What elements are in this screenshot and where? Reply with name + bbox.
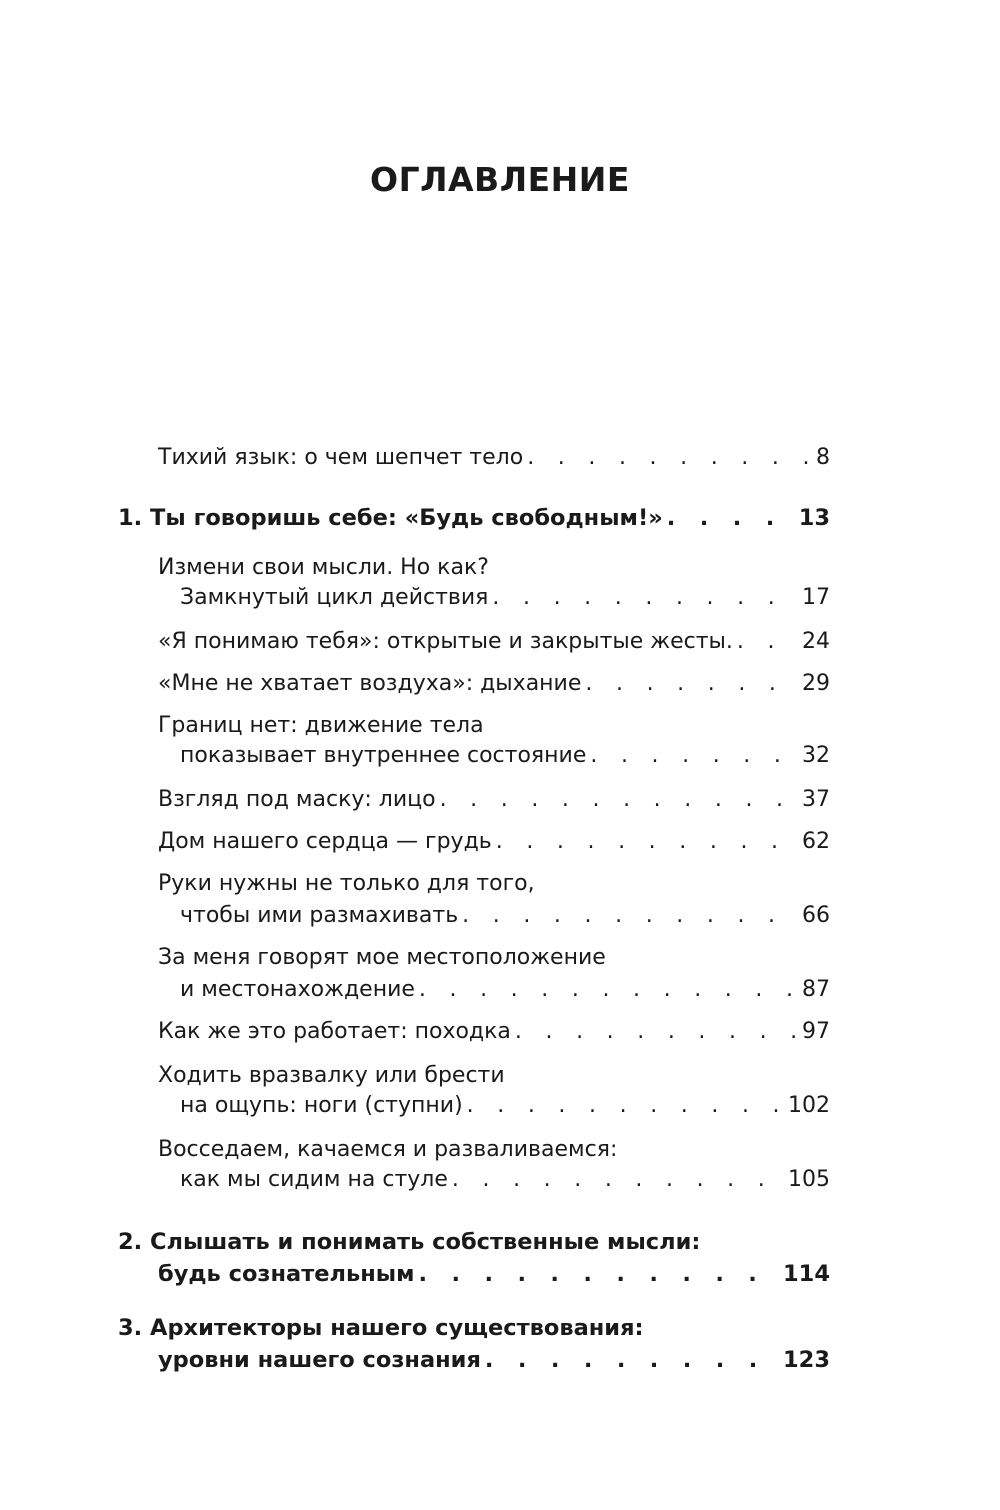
toc-entry-title: Тихий язык: о чем шепчет тело bbox=[158, 445, 524, 470]
dot-leader bbox=[440, 784, 800, 816]
dot-leader bbox=[492, 582, 800, 614]
toc-entry-s9[interactable] bbox=[158, 1016, 830, 1048]
toc-entry-title-line2: на ощупь: ноги (ступни) bbox=[180, 1093, 463, 1118]
dot-leader bbox=[452, 1164, 786, 1196]
dot-leader bbox=[527, 442, 814, 474]
toc-page-number: 114 bbox=[783, 1261, 830, 1287]
toc-chapter-title: 1. Ты говоришь себе: «Будь свободным!» bbox=[118, 505, 663, 531]
toc-entry-s6[interactable] bbox=[158, 826, 830, 858]
toc-entry-s10[interactable] bbox=[180, 1090, 830, 1122]
toc-page-number: 13 bbox=[798, 505, 830, 531]
toc-page-number: 29 bbox=[802, 671, 830, 696]
toc-page-number: 37 bbox=[802, 787, 830, 812]
dot-leader bbox=[419, 1258, 782, 1290]
toc-chapter-title-line2: уровни нашего сознания bbox=[158, 1347, 481, 1373]
toc-entry-title-line1: Измени свои мысли. Но как? bbox=[158, 555, 489, 580]
toc-entry-s4[interactable] bbox=[180, 740, 830, 772]
toc-entry-title: Взгляд под маску: лицо bbox=[158, 787, 436, 812]
toc-entry-title-line2: как мы сидим на стуле bbox=[180, 1167, 448, 1192]
dot-leader bbox=[419, 974, 800, 1006]
toc-page-number: 123 bbox=[783, 1347, 830, 1373]
toc-entry-title: Как же это работает: походка bbox=[158, 1019, 511, 1044]
toc-entry-title-line2: чтобы ими размахивать bbox=[180, 903, 459, 928]
toc-chapter-3[interactable] bbox=[158, 1344, 830, 1376]
toc-entry-title-line1: Восседаем, качаемся и разваливаемся: bbox=[158, 1137, 618, 1162]
toc-entry-s3[interactable] bbox=[158, 668, 830, 700]
dot-leader bbox=[667, 502, 797, 534]
toc-page-number: 8 bbox=[816, 445, 830, 470]
toc-entry-title-line1: За меня говорят мое местоположение bbox=[158, 945, 606, 970]
toc-chapter-1[interactable] bbox=[118, 502, 830, 534]
toc-page-number: 24 bbox=[802, 629, 830, 654]
toc-entry-title-line1: Границ нет: движение тела bbox=[158, 713, 484, 738]
toc-entry-title: «Я понимаю тебя»: открытые и закрытые жесты. bbox=[158, 629, 733, 654]
toc-page-number: 105 bbox=[788, 1167, 830, 1192]
toc-chapter-2[interactable] bbox=[158, 1258, 830, 1290]
dot-leader bbox=[737, 626, 800, 658]
toc-page-number: 17 bbox=[802, 585, 830, 610]
toc-chapter-title-line1: 2. Слышать и понимать собственные мысли: bbox=[118, 1229, 701, 1255]
toc-entry-title-line2: и местонахождение bbox=[180, 977, 415, 1002]
toc-entry-s5[interactable] bbox=[158, 784, 830, 816]
toc-entry-title: Дом нашего сердца — грудь bbox=[158, 829, 492, 854]
toc-page-number: 32 bbox=[802, 743, 830, 768]
toc-entry-s7[interactable] bbox=[180, 900, 830, 932]
toc-entry-title-line2: Замкнутый цикл действия bbox=[180, 585, 489, 610]
toc-chapter-title-line2: будь сознательным bbox=[158, 1261, 415, 1287]
dot-leader bbox=[462, 900, 800, 932]
toc-page-number: 102 bbox=[788, 1093, 830, 1118]
toc-chapter-title-line1: 3. Архитекторы нашего существования: bbox=[118, 1315, 644, 1341]
toc-entry-s1[interactable] bbox=[180, 582, 830, 614]
dot-leader bbox=[496, 826, 800, 858]
toc-entry-s11[interactable] bbox=[180, 1164, 830, 1196]
toc-entry-s2[interactable] bbox=[158, 626, 830, 658]
toc-entry-title-line1: Руки нужны не только для того, bbox=[158, 871, 535, 896]
toc-entry-intro[interactable] bbox=[158, 442, 830, 474]
page-title: ОГЛАВЛЕНИЕ bbox=[370, 160, 630, 199]
dot-leader bbox=[467, 1090, 786, 1122]
toc-page-number: 97 bbox=[802, 1019, 830, 1044]
toc-entry-title: «Мне не хватает воздуха»: дыхание bbox=[158, 671, 582, 696]
toc-page-number: 87 bbox=[802, 977, 830, 1002]
toc-page-number: 66 bbox=[802, 903, 830, 928]
toc-entry-title-line1: Ходить вразвалку или брести bbox=[158, 1063, 505, 1088]
dot-leader bbox=[485, 1344, 781, 1376]
toc-entry-s8[interactable] bbox=[180, 974, 830, 1006]
dot-leader bbox=[515, 1016, 800, 1048]
dot-leader bbox=[590, 740, 800, 772]
toc-page-number: 62 bbox=[802, 829, 830, 854]
dot-leader bbox=[585, 668, 800, 700]
toc-entry-title-line2: показывает внутреннее состояние bbox=[180, 743, 587, 768]
